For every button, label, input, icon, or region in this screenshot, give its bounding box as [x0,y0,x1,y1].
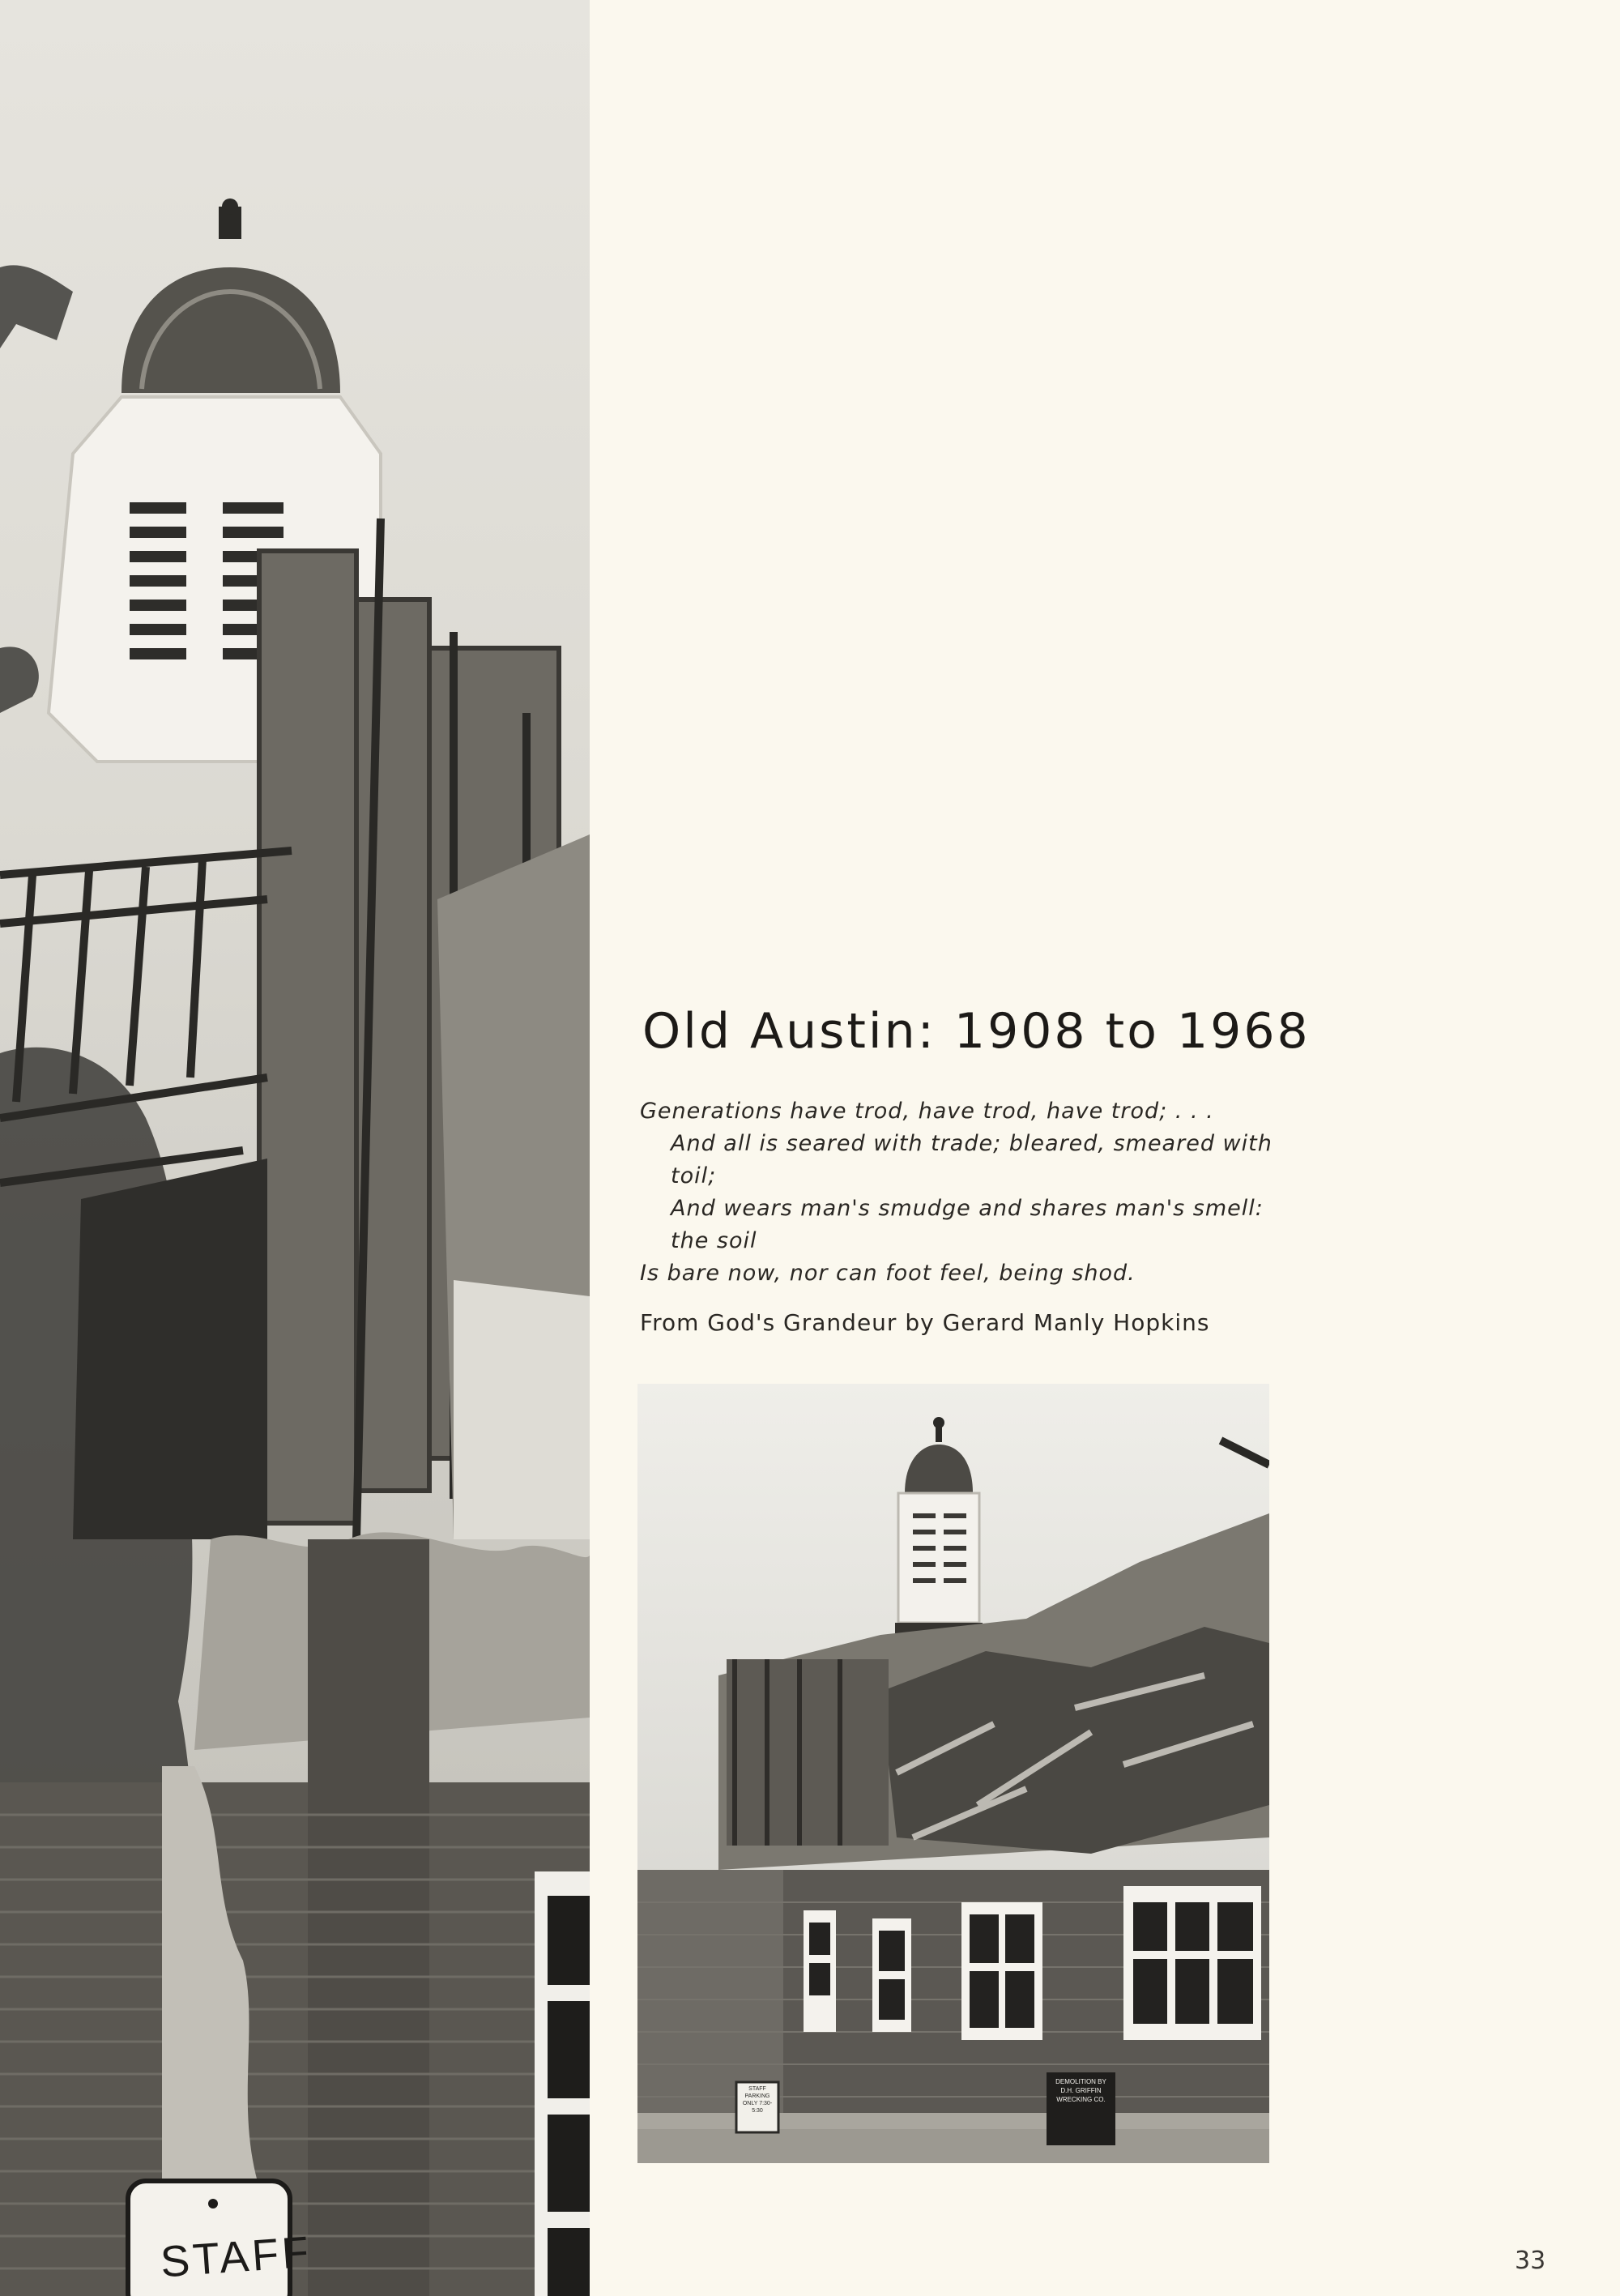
page-title: Old Austin: 1908 to 1968 [642,1003,1311,1060]
poem-line: the soil [671,1228,757,1253]
poem-line: And all is seared with trade; bleared, smeared with [671,1131,1273,1156]
poem-line: toil; [671,1163,717,1189]
poem-line: Generations have trod, have trod, have trod; . . . [640,1099,1214,1124]
poem-excerpt [640,1095,1369,1290]
poem-attribution: From God's Grandeur by Gerard Manly Hopkins [640,1309,1210,1336]
demolition-photo-large [0,0,590,2296]
demolition-photo-small [637,1384,1269,2163]
demolition-sign-text: DEMOLITION BY D.H. GRIFFIN WRECKING CO. [1055,2078,1106,2103]
page-number: 33 [1515,2247,1546,2275]
staff-sign-text: STAFF [159,2227,313,2287]
poem-line: Is bare now, nor can foot feel, being shod. [640,1261,1136,1286]
parking-sign-text: STAFF PARKING ONLY 7:30-5:30 [742,2086,773,2114]
poem-line: And wears man's smudge and shares man's smell: [671,1196,1264,1221]
